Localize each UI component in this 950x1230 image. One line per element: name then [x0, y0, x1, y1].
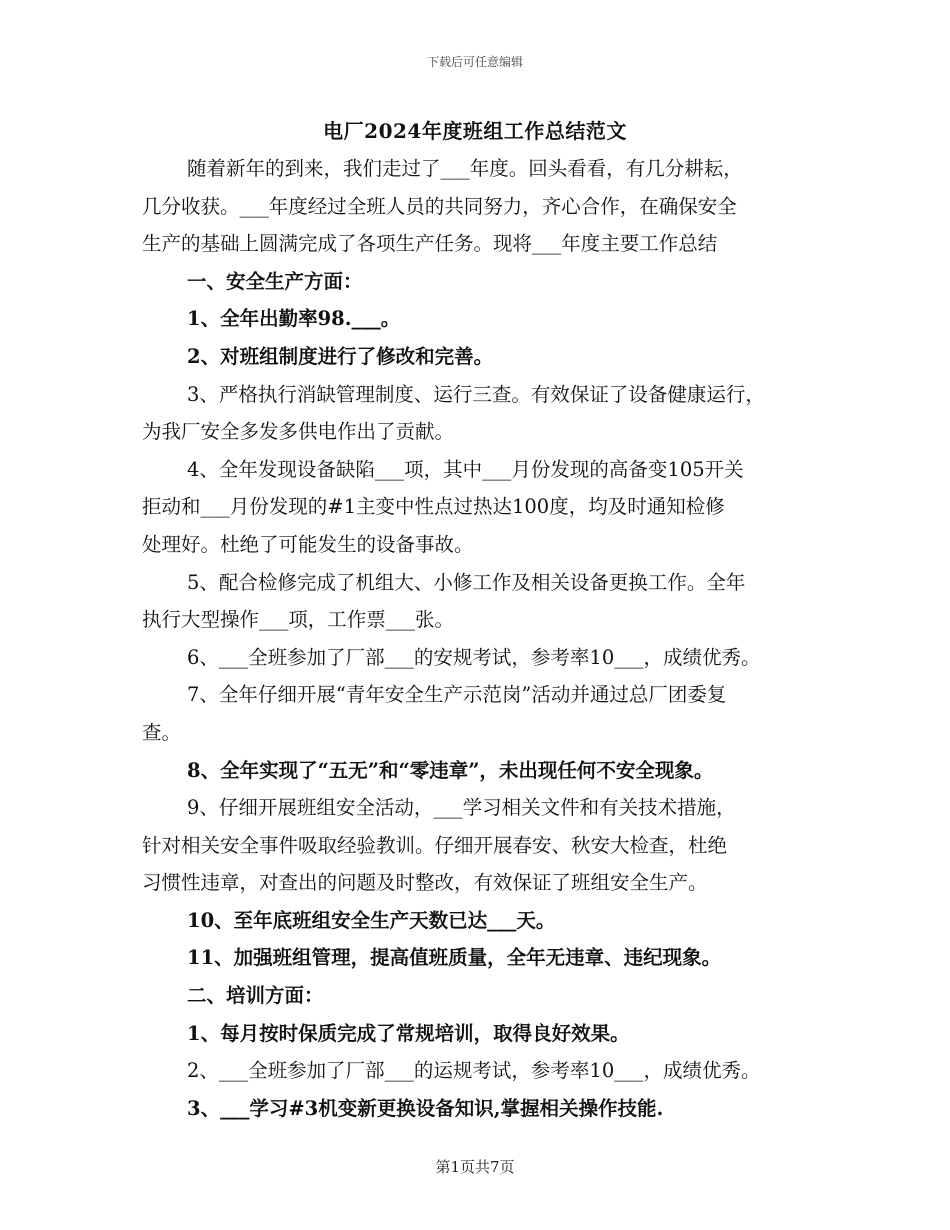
text-line: 查。	[142, 720, 182, 744]
text-line: 3、___学习#3机变新更换设备知识,掌握相关操作技能.	[187, 1096, 664, 1120]
text-line: 随着新年的到来，我们走过了___年度。回头看看，有几分耕耘，	[187, 157, 743, 180]
text-line: 10、至年底班组安全生产天数已达___天。	[187, 908, 556, 932]
page-footer: 第1页共7页	[435, 1158, 515, 1176]
text-line: 生产的基础上圆满完成了各项生产任务。现将___年度主要工作总结	[142, 232, 718, 256]
text-line: 8、全年实现了“五无”和“零违章”，未出现任何不安全现象。	[187, 758, 714, 782]
text-line: 习惯性违章，对查出的问题及时整改，有效保证了班组安全生产。	[142, 871, 708, 895]
text-line: 拒动和___月份发现的#1主变中性点过热达100度，均及时通知检修	[142, 495, 725, 519]
text-line: 针对相关安全事件吸取经验教训。仔细开展春安、秋安大检查，杜绝	[142, 833, 728, 857]
text-line: 7、全年仔细开展“青年安全生产示范岗”活动并通过总厂团委复	[187, 683, 727, 707]
text-line: 处理好。杜绝了可能发生的设备事故。	[142, 532, 474, 556]
text-line: 2、对班组制度进行了修改和完善。	[187, 344, 494, 368]
text-line: 二、培训方面：	[187, 984, 324, 1008]
text-line: 为我厂安全多发多供电作出了贡献。	[142, 420, 455, 444]
text-line: 4、全年发现设备缺陷___项，其中___月份发现的高备变105开关	[187, 457, 744, 481]
text-line: 1、每月按时保质完成了常规培训，取得良好效果。	[187, 1021, 630, 1045]
text-line: 几分收获。___年度经过全班人员的共同努力，齐心合作，在确保安全	[142, 194, 737, 218]
text-line: 6、___全班参加了厂部___的安规考试，参考率10___，成绩优秀。	[187, 645, 761, 669]
text-line: 执行大型操作___项，工作票___张。	[142, 608, 455, 632]
text-line: 11、加强班组管理，提高值班质量，全年无违章、违纪现象。	[187, 946, 722, 970]
text-line: 一、安全生产方面：	[187, 269, 363, 293]
document-title: 电厂2024年度班组工作总结范文	[323, 119, 627, 143]
text-line: 5、配合检修完成了机组大、小修工作及相关设备更换工作。全年	[187, 570, 746, 594]
text-line: 2、___全班参加了厂部___的运规考试，参考率10___，成绩优秀。	[187, 1059, 761, 1083]
text-line: 9、仔细开展班组安全活动，___学习相关文件和有关技术措施，	[187, 796, 736, 820]
document-body	[142, 150, 822, 1127]
text-line: 1、全年出勤率98.___。	[187, 307, 401, 331]
page-header: 下载后可任意编辑	[426, 55, 523, 69]
text-line: 3、严格执行消缺管理制度、运行三查。有效保证了设备健康运行，	[187, 382, 765, 406]
